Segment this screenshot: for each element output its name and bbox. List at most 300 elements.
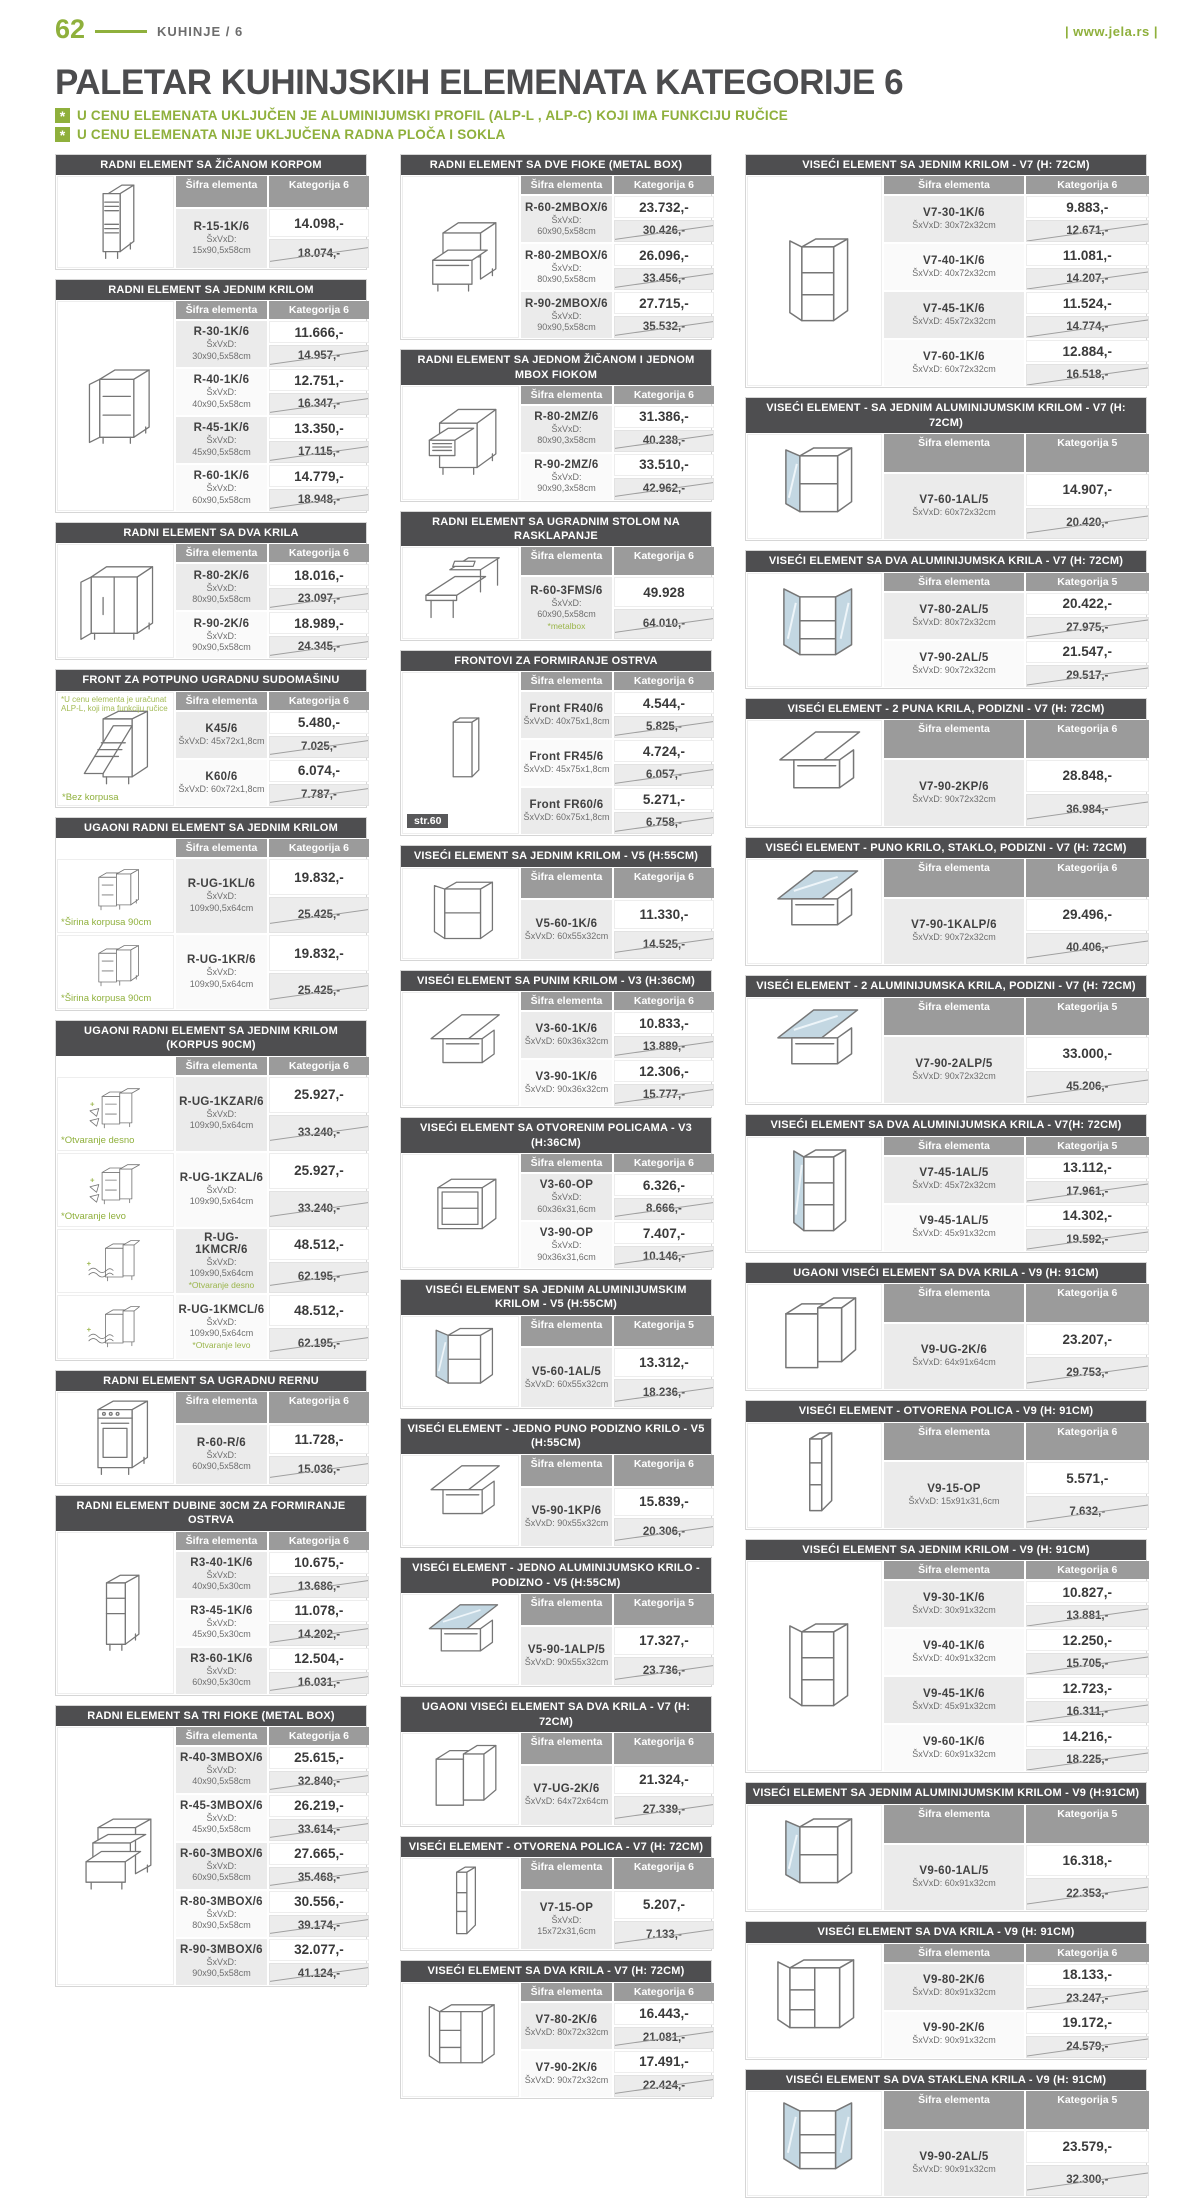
element-dims: ŠxVxD: 109x90,5x64cm: [189, 1184, 254, 1207]
price-current: 12.250,-: [1026, 1629, 1149, 1651]
column-header-kategorija: Kategorija 6: [1026, 720, 1149, 758]
price-old: 17.115,-: [269, 441, 369, 463]
element-code: V3-60-1K/6: [535, 1023, 598, 1036]
illustration-cell: [57, 1727, 174, 1985]
section: [745, 1262, 1147, 1392]
price-current: 11.666,-: [269, 321, 369, 343]
column-header-sifra: Šifra elementa: [521, 176, 612, 194]
section-header: VISEĆI ELEMENT - 2 ALUMINIJUMSKA KRILA, PODIZNI - V7 (H: 72CM): [746, 976, 1146, 996]
element-code: R-80-2K/6: [193, 569, 250, 582]
svg-text:+: +: [89, 1174, 95, 1184]
price-cell: [1026, 1725, 1149, 1771]
price-old: 27.339,-: [614, 1796, 714, 1824]
price-old: 7.133,-: [614, 1921, 714, 1949]
element-code: V7-60-1AL/5: [919, 494, 989, 507]
price-cell: [269, 1295, 369, 1359]
cabinet-illustration: [69, 1234, 163, 1288]
element-cell: [176, 1295, 267, 1359]
element-code: R-80-2MZ/6: [534, 411, 599, 424]
section-header: VISEĆI ELEMENT SA DVA ALUMINIJUMSKA KRILA - V7 (H: 72CM): [746, 551, 1146, 571]
column-header-kategorija: Kategorija 6: [269, 1532, 369, 1550]
price-cell: [269, 1843, 369, 1889]
section-header: VISEĆI ELEMENT - PUNO KRILO, STAKLO, PODIZNI - V7 (H: 72CM): [746, 838, 1146, 858]
column-header-kategorija: Kategorija 6: [269, 839, 369, 857]
price-old: 17.961,-: [1026, 1181, 1149, 1203]
section-header: RADNI ELEMENT SA DVA KRILA: [56, 523, 366, 543]
price-current: 23.207,-: [1026, 1324, 1149, 1356]
price-cell: [1026, 1845, 1149, 1911]
element-code: V7-45-1AL/5: [919, 1167, 989, 1180]
price-old: 16.347,-: [269, 393, 369, 415]
element-code: V7-90-2K/6: [535, 2061, 598, 2074]
element-dims: ŠxVxD: 15x72x31,6cm: [537, 1915, 596, 1937]
illustration-cell: [747, 998, 882, 1104]
element-code: V7-40-1K/6: [923, 255, 985, 268]
price-cell: [1026, 244, 1149, 290]
section: [55, 522, 367, 660]
price-old: 6.057,-: [614, 764, 714, 786]
element-dims: ŠxVxD: 90x90,5x58cm: [537, 310, 596, 332]
price-old: 29.753,-: [1026, 1357, 1149, 1389]
illustration-cell: [747, 2091, 882, 2197]
element-cell: [176, 712, 267, 758]
element-dims: ŠxVxD: 90x72x32cm: [524, 2074, 609, 2085]
element-cell: [176, 760, 267, 806]
section-header: VISEĆI ELEMENT SA JEDNIM ALUMINIJUMSKIM KRILOM - V9 (H:91CM): [746, 1783, 1146, 1803]
price-old: 7.787,-: [269, 784, 369, 806]
section: [55, 1020, 367, 1361]
price-old: 24.579,-: [1026, 2036, 1149, 2058]
section: [400, 650, 712, 836]
section-header: FRONTOVI ZA FORMIRANJE OSTRVA: [401, 651, 711, 671]
cabinet-illustration: [760, 1809, 869, 1907]
illustration-cell: [57, 935, 174, 1009]
element-code: R-15-1K/6: [193, 220, 250, 233]
element-code: R-UG-1KZAL/6: [179, 1171, 264, 1184]
column-header-sifra: Šifra elementa: [176, 1532, 267, 1550]
price-current: 16.318,-: [1026, 1845, 1149, 1877]
element-dims: ŠxVxD: 45x72x32cm: [912, 316, 996, 327]
price-old: 33.614,-: [269, 1819, 369, 1841]
section: [745, 1539, 1147, 1773]
element-dims: ŠxVxD: 90x72x32cm: [912, 793, 996, 804]
column-header-sifra: Šifra elementa: [176, 1057, 267, 1075]
price-cell: [614, 692, 714, 738]
column-header-kategorija: Kategorija 5: [1026, 1137, 1149, 1155]
price-old: 33.240,-: [269, 1191, 369, 1227]
price-current: 11.330,-: [614, 900, 714, 928]
cabinet-illustration: [69, 1571, 163, 1655]
column-header-sifra: Šifra elementa: [521, 1455, 612, 1486]
annotation: *U cenu elementa je uračunat ALP-L, koji ima funkciju ručice: [61, 694, 168, 714]
section: [400, 970, 712, 1108]
column-header-sifra: Šifra elementa: [521, 1983, 612, 2001]
element-dims: ŠxVxD: 60x91x32cm: [912, 1749, 996, 1760]
element-code: V7-80-2K/6: [535, 2013, 598, 2026]
element-code: R-45-3MBOX/6: [180, 1800, 263, 1813]
section-header: VISEĆI ELEMENT SA DVA KRILA - V9 (H: 91CM): [746, 1922, 1146, 1942]
element-cell: [884, 1205, 1023, 1251]
section-body: [401, 1153, 711, 1269]
section: [55, 669, 367, 807]
cabinet-illustration: [760, 863, 869, 961]
cabinet-illustration: [760, 1618, 869, 1716]
element-code: V7-UG-2K/6: [533, 1783, 600, 1796]
price-cell: [1026, 1157, 1149, 1203]
column-header-kategorija: Kategorija 6: [614, 386, 714, 404]
section-header: UGAONI RADNI ELEMENT SA JEDNIM KRILOM: [56, 818, 366, 838]
cabinet-illustration: [414, 872, 508, 956]
section-body: [401, 671, 711, 835]
column-header-kategorija: Kategorija 6: [614, 547, 714, 575]
price-current: 25.615,-: [269, 1747, 369, 1769]
column-header-sifra: Šifra elementa: [176, 544, 267, 562]
element-cell: [176, 1843, 267, 1889]
element-dims: ŠxVxD: 60x90,5x58cm: [192, 483, 251, 505]
section-body: [401, 991, 711, 1107]
price-current: 12.306,-: [614, 1060, 714, 1082]
price-cell: [269, 1077, 369, 1151]
cabinet-illustration: [414, 1459, 508, 1543]
element-code: K45/6: [205, 722, 238, 735]
section-body: [56, 175, 366, 269]
price-current: 7.407,-: [614, 1222, 714, 1244]
price-old: 45.206,-: [1026, 1071, 1149, 1103]
element-dims: ŠxVxD: 90x72x32cm: [912, 932, 996, 943]
price-cell: [614, 2051, 714, 2097]
price-cell: [1026, 1677, 1149, 1723]
element-cell: [884, 1462, 1023, 1528]
price-cell: [614, 1891, 714, 1950]
section-body: [56, 1531, 366, 1695]
price-cell: [269, 1891, 369, 1937]
cabinet-illustration: [414, 1169, 508, 1253]
price-current: 31.386,-: [614, 406, 714, 428]
element-cell: [521, 900, 612, 959]
column-header-kategorija: Kategorija 6: [269, 301, 369, 319]
svg-text:+: +: [86, 1258, 91, 1268]
element-code: V7-80-2AL/5: [919, 603, 989, 616]
illustration-cell: [57, 1229, 174, 1294]
price-current: 48.512,-: [269, 1295, 369, 1326]
section: [400, 1418, 712, 1548]
price-cell: [1026, 196, 1149, 242]
section: [745, 1400, 1147, 1530]
price-current: 13.350,-: [269, 417, 369, 439]
element-code: V7-90-2ALP/5: [915, 1058, 993, 1071]
price-current: 33.000,-: [1026, 1037, 1149, 1069]
element-cell: [884, 2131, 1023, 2197]
element-dims: ŠxVxD: 90x91x32cm: [912, 2164, 996, 2175]
price-old: 7.025,-: [269, 736, 369, 758]
column-header-sifra: Šifra elementa: [521, 386, 612, 404]
element-dims: ŠxVxD: 109x90,5x64cm: [189, 1108, 254, 1131]
section-header: VISEĆI ELEMENT SA JEDNIM KRILOM - V7 (H: 72CM): [746, 155, 1146, 175]
column-header-kategorija: Kategorija 6: [269, 1057, 369, 1075]
section-body: [56, 838, 366, 1010]
price-current: 14.907,-: [1026, 474, 1149, 506]
cabinet-illustration: [414, 1998, 508, 2082]
illustration-cell: [402, 672, 519, 834]
price-cell: [269, 369, 369, 415]
price-current: 5.571,-: [1026, 1462, 1149, 1494]
section-header: RADNI ELEMENT SA TRI FIOKE (METAL BOX): [56, 1706, 366, 1726]
header-rule: [95, 30, 147, 33]
price-cell: [269, 712, 369, 758]
price-cell: [614, 1766, 714, 1825]
column-header-sifra: Šifra elementa: [176, 1392, 267, 1423]
element-dims: ŠxVxD: 60x36x31,6cm: [537, 1192, 596, 1214]
section-body: [401, 1315, 711, 1409]
element-dims: ŠxVxD: 64x72x64cm: [524, 1796, 609, 1807]
element-cell: [176, 1795, 267, 1841]
element-cell: [884, 474, 1023, 540]
spacer: [57, 839, 174, 857]
price-cell: [269, 1648, 369, 1694]
element-code: Front FR60/6: [529, 799, 604, 812]
section-body: [401, 1857, 711, 1951]
price-current: 16.443,-: [614, 2003, 714, 2025]
illustration-cell: [402, 1455, 519, 1547]
element-code: R-40-1K/6: [193, 374, 250, 387]
element-cell: [884, 340, 1023, 386]
element-cell: [884, 1845, 1023, 1911]
annotation: *Širina korpusa 90cm: [61, 917, 152, 929]
price-old: 41.124,-: [269, 1963, 369, 1985]
column-header-sifra: Šifra elementa: [176, 176, 267, 207]
price-current: 19.832,-: [269, 935, 369, 971]
section-header: VISEĆI ELEMENT SA DVA STAKLENA KRILA - V9 (H: 91CM): [746, 2070, 1146, 2090]
price-old: 13.686,-: [269, 1576, 369, 1598]
cabinet-illustration: [414, 1598, 508, 1682]
illustration-cell: [402, 1154, 519, 1268]
price-old: 33.456,-: [614, 268, 714, 290]
price-cell: [614, 196, 714, 242]
illustration-cell: [747, 176, 882, 386]
element-cell: [176, 612, 267, 658]
element-cell: [884, 1581, 1023, 1627]
element-dims: ŠxVxD: 80x90,5x58cm: [192, 1909, 251, 1931]
element-dims: ŠxVxD: 40x72x32cm: [912, 268, 996, 279]
section: [400, 154, 712, 340]
column-header-sifra: Šifra elementa: [884, 2091, 1023, 2129]
cabinet-illustration: [69, 1396, 163, 1480]
cabinet-illustration: [760, 1145, 869, 1243]
price-current: 26.219,-: [269, 1795, 369, 1817]
price-current: 12.751,-: [269, 369, 369, 391]
section-header: VISEĆI ELEMENT - JEDNO PUNO PODIZNO KRILO - V5 (H:55CM): [401, 1419, 711, 1454]
illustration-cell: [747, 1137, 882, 1251]
note-bullet: [55, 108, 1158, 123]
price-old: 21.081,-: [614, 2027, 714, 2049]
price-current: 15.839,-: [614, 1488, 714, 1516]
element-dims: ŠxVxD: 80x90,5x58cm: [192, 582, 251, 604]
section-header: VISEĆI ELEMENT - SA JEDNIM ALUMINIJUMSKIM KRILOM - V7 (H: 72CM): [746, 398, 1146, 433]
element-dims: ŠxVxD: 90x55x32cm: [524, 1517, 609, 1528]
section-header: RADNI ELEMENT SA UGRADNU RERNU: [56, 1371, 366, 1391]
price-old: 18.236,-: [614, 1379, 714, 1407]
section-body: [401, 1732, 711, 1826]
price-cell: [614, 2003, 714, 2049]
cabinet-illustration: [414, 1008, 508, 1092]
cabinet-illustration: [760, 233, 869, 331]
section-header: RADNI ELEMENT SA JEDNIM KRILOM: [56, 280, 366, 300]
element-dims: ŠxVxD: 30x72x32cm: [912, 220, 996, 231]
element-code: R3-60-1K/6: [190, 1652, 253, 1665]
cabinet-illustration: [760, 581, 869, 679]
price-current: 18.016,-: [269, 564, 369, 586]
element-cell: [176, 417, 267, 463]
price-current: 4.544,-: [614, 692, 714, 714]
column-header-sifra: Šifra elementa: [521, 1733, 612, 1764]
cabinet-illustration: [414, 401, 508, 485]
price-current: 13.112,-: [1026, 1157, 1149, 1179]
cabinet-illustration: [69, 180, 163, 264]
illustration-cell: [747, 1805, 882, 1911]
column-header-sifra: Šifra elementa: [521, 672, 612, 690]
section: [400, 1279, 712, 1409]
illustration-cell: [747, 1561, 882, 1771]
section: [745, 2069, 1147, 2198]
section: [745, 837, 1147, 967]
cabinet-illustration: [69, 1300, 163, 1354]
column-header-kategorija: Kategorija 6: [1026, 859, 1149, 897]
price-cell: [1026, 1205, 1149, 1251]
element-code: V7-45-1K/6: [923, 303, 985, 316]
element-note: *Otvaranje levo: [192, 1340, 251, 1351]
element-code: R-90-2MBOX/6: [525, 297, 608, 310]
column-header-sifra: Šifra elementa: [884, 1561, 1023, 1579]
element-code: V5-60-1K/6: [535, 917, 598, 930]
column-header-sifra: Šifra elementa: [884, 859, 1023, 897]
element-cell: [521, 692, 612, 738]
element-dims: ŠxVxD: 45x90,5x58cm: [192, 435, 251, 457]
section-body: [401, 1454, 711, 1548]
element-dims: ŠxVxD: 60x36x32cm: [524, 1036, 609, 1047]
element-code: V7-30-1K/6: [923, 207, 985, 220]
element-code: V9-60-1K/6: [923, 1736, 985, 1749]
section-body: [746, 1422, 1146, 1530]
price-old: 64.010,-: [614, 609, 714, 639]
price-cell: [269, 859, 369, 933]
column-header-sifra: Šifra elementa: [884, 176, 1023, 194]
illustration-cell: [747, 859, 882, 965]
column-header-kategorija: Kategorija 5: [1026, 434, 1149, 472]
price-old: 16.518,-: [1026, 364, 1149, 386]
price-old: 19.592,-: [1026, 1229, 1149, 1251]
price-current: 28.848,-: [1026, 760, 1149, 792]
cabinet-illustration: [69, 364, 163, 448]
price-cell: [1026, 2131, 1149, 2197]
section-body: [746, 1283, 1146, 1391]
column-header-kategorija: Kategorija 6: [269, 176, 369, 207]
price-current: 25.927,-: [269, 1153, 369, 1189]
price-current: 13.312,-: [614, 1348, 714, 1376]
element-dims: ŠxVxD: 60x90,5x58cm: [537, 214, 596, 236]
column-header-sifra: Šifra elementa: [521, 868, 612, 899]
element-cell: [521, 2003, 612, 2049]
price-cell: [614, 454, 714, 500]
price-old: 32.840,-: [269, 1771, 369, 1793]
price-cell: [614, 1012, 714, 1058]
price-current: 11.081,-: [1026, 244, 1149, 266]
price-current: 18.133,-: [1026, 1964, 1149, 1986]
column-header-kategorija: Kategorija 6: [1026, 176, 1149, 194]
element-cell: [884, 899, 1023, 965]
illustration-cell: [747, 720, 882, 826]
cabinet-illustration: [414, 712, 508, 796]
illustration-cell: [747, 573, 882, 687]
section: [745, 698, 1147, 828]
price-old: 27.975,-: [1026, 617, 1149, 639]
element-code: Front FR45/6: [529, 751, 604, 764]
price-old: 29.517,-: [1026, 665, 1149, 687]
element-code: R3-45-1K/6: [190, 1604, 253, 1617]
section-header: RADNI ELEMENT SA ŽIČANOM KORPOM: [56, 155, 366, 175]
column-header-kategorija: Kategorija 6: [1026, 1284, 1149, 1322]
price-old: 15.705,-: [1026, 1653, 1149, 1675]
price-cell: [269, 612, 369, 658]
page-title: PALETAR KUHINJSKIH ELEMENATA KATEGORIJE 6: [55, 63, 904, 102]
element-code: V7-90-2AL/5: [919, 651, 989, 664]
section-header: FRONT ZA POTPUNO UGRADNU SUDOMAŠINU: [56, 670, 366, 690]
section-body: [56, 1391, 366, 1485]
section-body: [746, 719, 1146, 827]
price-old: 14.957,-: [269, 345, 369, 367]
element-dims: ŠxVxD: 60x75x1,8cm: [523, 812, 610, 823]
illustration-cell: [57, 301, 174, 511]
section-body: [746, 997, 1146, 1105]
price-current: 12.884,-: [1026, 340, 1149, 362]
price-cell: [1026, 292, 1149, 338]
element-dims: ŠxVxD: 30x91x32cm: [912, 1605, 996, 1616]
price-current: 5.480,-: [269, 712, 369, 734]
column-header-kategorija: Kategorija 5: [1026, 1805, 1149, 1843]
price-current: 23.732,-: [614, 196, 714, 218]
element-code: V9-45-1K/6: [923, 1688, 985, 1701]
svg-text:+: +: [89, 1098, 95, 1108]
price-cell: [1026, 1629, 1149, 1675]
price-old: 25.425,-: [269, 973, 369, 1009]
price-cell: [614, 406, 714, 452]
cabinet-illustration: [69, 939, 163, 993]
price-old: 40.238,-: [614, 430, 714, 452]
illustration-cell: [57, 1392, 174, 1484]
illustration-cell: [57, 544, 174, 658]
website-url: | www.jela.rs |: [1064, 24, 1158, 39]
section-body: [56, 543, 366, 659]
column-header-kategorija: Kategorija 5: [1026, 998, 1149, 1036]
price-current: 11.078,-: [269, 1600, 369, 1622]
section-header: VISEĆI ELEMENT - OTVORENA POLICA - V9 (H: 91CM): [746, 1401, 1146, 1421]
element-code: R-UG-1KZAR/6: [179, 1095, 264, 1108]
element-cell: [521, 196, 612, 242]
section-body: [746, 1943, 1146, 2059]
section-header: UGAONI VISEĆI ELEMENT SA DVA KRILA - V7 (H: 72CM): [401, 1697, 711, 1732]
section: [400, 349, 712, 502]
element-dims: ŠxVxD: 45x75x1,8cm: [523, 764, 610, 775]
price-cell: [614, 788, 714, 834]
element-cell: [176, 564, 267, 610]
element-cell: [176, 1229, 267, 1294]
asterisk-icon: *: [55, 108, 70, 123]
column-header-kategorija: Kategorija 6: [614, 1858, 714, 1889]
section: [745, 1921, 1147, 2059]
price-cell: [1026, 899, 1149, 965]
price-old: 13.889,-: [614, 1036, 714, 1058]
price-current: 30.556,-: [269, 1891, 369, 1913]
element-cell: [521, 1766, 612, 1825]
